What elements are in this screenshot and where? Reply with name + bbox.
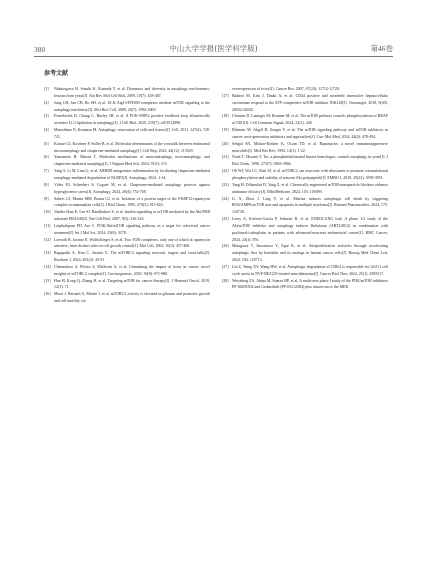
reference-number: [10] <box>44 209 51 215</box>
reference-number: [25] <box>222 216 229 222</box>
reference-text: Matagawa T, Sawazawa Y, Agui K, et al. Antiproliferative activities through accelerating autophagic flux by basidalin and its analogs in human cancer cells[J]. Bioorg Med Chem Lett, 2024, 104: 129713. <box>232 243 388 263</box>
reference-text: Sabers CJ, Martin MM, Brunn GJ, et al. Isolation of a protein target of the FKBP12-rapamycin complex in mammalian cells[J]. J Biol Chem, 1995, 270(2): 815-822. <box>54 195 210 208</box>
reference-number: [23] <box>222 181 229 187</box>
reference-item <box>222 264 388 278</box>
reference-text: Christen D, Lauinger M, Brunner M, et al. The mTOR pathway controls phosphorylation of BRAF at T401[J]. Cell Commun Signal, 2024, 22(1): 428. <box>232 113 388 126</box>
reference-text: overexpression of rictor[J]. Cancer Res, 2007, 67(24): 11712-11720. <box>232 86 340 91</box>
reference-item <box>222 243 388 264</box>
reference-item <box>222 278 388 292</box>
reference-item <box>44 237 210 251</box>
reference-number: [24] <box>222 195 229 201</box>
reference-item <box>44 127 210 141</box>
reference-number: [12] <box>44 236 51 242</box>
reference-text: Hua H, Kong Q, Zhang H, et al. Targeting mTOR for cancer therapy[J]. J Hematol Oncol, 2019, 12(1): 71. <box>54 277 210 290</box>
reference-item <box>44 113 210 127</box>
references-column-right <box>222 86 388 291</box>
reference-number: [27] <box>222 263 229 269</box>
reference-number: [1] <box>44 86 49 91</box>
reference-text: Krause GJ, Kirchner P, Stiller B, et al. Molecular determinants of the crosstalk between endosomal microautophagy and chaperone-mediated autophagy[J]. Cell Rep, 2023, 42(12): 113529. <box>54 140 210 153</box>
reference-text: Yang S, Li M, Lian G, et al. ABHD8 antagonizes inflammation by facilitating chaperone-mediated autophagy-mediated degradation of NLRP3[J]. Autophagy, 2024: 1-14. <box>54 168 210 180</box>
reference-number: [16] <box>44 291 51 297</box>
reference-text: Bilanner M, Akgül B, Zengin Y, et al. The mTOR signaling pathway and mTOR inhibitors in cancer: next-generation inhibitors and approaches[J]. Curr Mol Med, 2024, 24(4): 478-494. <box>232 127 388 139</box>
reference-item <box>44 168 210 182</box>
reference-item <box>44 154 210 168</box>
reference-number: [21] <box>222 154 229 160</box>
reference-text: Ragupathi A, Kim C, Jacinto E. The mTORC2 signaling network: targets and cross-talks[J]. Biochem J, 2024, 481(2): 45-91. <box>54 250 210 263</box>
reference-number: [7] <box>44 168 49 174</box>
reference-text: Lin Z, Wang XY, Wang HW, et al. Autophagic degradation of CDK4 is responsible for G0/G1 cell cycle arrest in NVP-BEZ235-treated neuroblastoma[J]. Cancer Biol Ther, 2024, 25(1): 2385517. <box>232 263 388 276</box>
reference-number: [20] <box>222 140 229 146</box>
reference-text: Oh WJ, Wu CC, Kim SJ, et al. mTORC2 can associate with ribosomes to promote cotranslational phosphorylation and stability of nascent Akt polypeptide[J]. EMBO J, 2010, 29(23): 3939-3951. <box>232 168 388 180</box>
reference-text: Leary A, Estévez-García P, Sabatier R, et al. ENDOLUNG trial. A phase 1/2 study of the Akt/mTOR inhibitor and autophagy inducer Ibrilatazar (ABTL0812) in combination with paclitaxel/carboplatin in patients with advanced/recurrent endometrial cancer[J]. BMC Cancer, 2024, 24(1): 876. <box>232 216 388 242</box>
reference-item <box>44 278 210 292</box>
reference-item <box>222 196 388 217</box>
reference-text: Vélez EJ, Schnebert S, Goguet M, et al. Chaperone-mediated autophagy protects against hyperglycemic stress[J]. Autophagy, 2024, 20(4): 752-768. <box>54 181 210 194</box>
running-header <box>34 42 393 54</box>
reference-number: [18] <box>222 113 229 119</box>
reference-number: [5] <box>44 140 49 146</box>
reference-text: Vander Haar E, Lee SI, Bandhakavi S, et al. Insulin signalling to mTOR mediated by the Akt/PKB substrate PRAS40[J]. Nat Cell Biol, 2007, 9(3): 316-323. <box>54 209 210 222</box>
page-number: 380 <box>34 45 46 54</box>
reference-number: [26] <box>222 243 229 249</box>
journal-title: 中山大学学报(医学科学版) <box>169 44 258 53</box>
reference-item <box>222 154 388 168</box>
reference-item <box>222 141 388 155</box>
reference-text: Li X, Zhou J, Ling Y, et al. Matrine induces autophagic cell death by triggering ROS/AMPK/mTOR axis and apoptosis in multiple myeloma[J]. Biomed Pharmacother, 2024, 175: 116738. <box>232 195 388 215</box>
reference-item <box>44 209 210 223</box>
header-rule <box>34 56 393 57</box>
reference-text: Cheuntakoo A, Pilotto S, Malficini A, et al. Unmasking the impact of rictor in cancer: novel insights of mTORC2 complex[J]. Carcinogenesis, 2018, 39(8): 971-980. <box>54 263 210 276</box>
reference-number: [11] <box>44 222 51 228</box>
reference-text: Loewith R, Jacinto E, Wullschleger S, et al. Two TOR complexes, only one of which is rapamycin sensitive, have distinct roles in cell growth control[J]. Mol Cell, 2002, 10(3): 457-468. <box>54 236 210 249</box>
references-column-left <box>44 86 210 305</box>
reference-number: [22] <box>222 168 229 174</box>
reference-item <box>44 100 210 114</box>
reference-text: Tang H, Dilimulati D, Yang Z, et al. Chemically engineered mTOR-nanoparticle blockers enhance antitumor efficacy[J]. EBioMedicine, 2024, 103: 105099. <box>232 181 388 194</box>
reference-number: [15] <box>44 277 51 283</box>
reference-item <box>44 86 210 100</box>
reference-item <box>222 182 388 196</box>
reference-number: [19] <box>222 127 229 133</box>
reference-number: [14] <box>44 263 51 269</box>
reference-item <box>44 250 210 264</box>
reference-number: [9] <box>44 195 49 201</box>
reference-item <box>222 93 388 114</box>
reference-item <box>222 216 388 243</box>
reference-item <box>222 86 388 93</box>
reference-number: [8] <box>44 181 49 187</box>
reference-text: Jung CH, Jun CB, Ro SH, et al. ULK-Atg13-FIP200 complexes mediate mTOR signaling to the autophagy machinery[J]. Mol Biol Cell, 2009, 20(7): 1992-2003. <box>54 99 210 112</box>
reference-item <box>222 168 388 182</box>
reference-text: Leiphrakpam PD, Are C. PI3K/Akt/mTOR signaling pathway as a target for colorectal cancer treatment[J]. Int J Mol Sci, 2024, 25(6): 3178. <box>54 222 210 235</box>
reference-number: [3] <box>44 113 49 119</box>
reference-text: Nakatogawa H, Suzuki K, Kamada Y, et al. Dynamics and diversity in autophagy mechanisms: lessons from yeast[J]. Nat Rev Mol Cell Biol, 2009, 10(7): 458-467. <box>54 86 210 98</box>
reference-number: [4] <box>44 127 49 133</box>
reference-text: Sehgal SN, Molnar-Kimber K, Ocain TD, et al. Rapamycin: a novel immunosuppressive macrolide[J]. Med Res Rev, 1994, 14(1): 1-22. <box>232 140 388 153</box>
reference-item <box>44 141 210 155</box>
reference-item <box>222 127 388 141</box>
reference-text: Masri J, Bernath A, Martin J, et al. mTORC2 activity is elevated in gliomas and promotes growth and cell motility via <box>54 291 210 304</box>
reference-text: Fenechiolla D, Chang C, Hurley JH, et al. A PUK-WIPI2 positive feedback loop allosterically activates LC3 lipidation in autophagy[J]. J Cell Biol, 2020, 219(7): e201912098. <box>54 113 210 126</box>
references-title: 参考文献 <box>44 70 69 77</box>
reference-text: Weissberg ZA, Abina M, Suarez HP, et al. A multi-arm phase I study of the PI3K/mTOR inhibitors PF-04691502 and Gedatolisib (PF-05212384) plus irinotecan or the MEK <box>232 277 388 290</box>
reference-text: Noda T, Ohsumi Y. Tor, a phosphatidylinositol kinase homologue, controls autophagy in yeast[J]. J Biol Chem, 1998, 273(7): 3963-3966. <box>232 154 388 167</box>
reference-text: Badawi M, Kim J, Dauki A, et al. CD44 positive and sorafenib insensitive hepatocellular carcinomas respond to the ATP-competitive mTOR inhibitor INK128[J]. Oncotarget, 2018, 9(40): 26032-26045. <box>232 92 388 112</box>
reference-item <box>44 223 210 237</box>
volume-label: 第46卷 <box>370 44 393 53</box>
reference-number: [2] <box>44 99 49 105</box>
reference-number: [17] <box>222 92 229 98</box>
reference-number: [28] <box>222 277 229 283</box>
reference-number: [6] <box>44 154 49 160</box>
reference-text: Yamamoto H, Matsui T. Molecular mechanisms of macroautophagy, microautophagy, and chaperone-mediated autophagy[J]. J Nippon Med Sch, 2024, 91(1): 2-9. <box>54 154 210 167</box>
reference-item <box>44 196 210 210</box>
reference-text: Mizushima N, Komatsu M. Autophagy: renovation of cells and tissues[J]. Cell, 2011, 147(4): 728-741. <box>54 127 210 139</box>
reference-item <box>44 291 210 305</box>
reference-item <box>44 264 210 278</box>
reference-number: [13] <box>44 250 51 256</box>
reference-item <box>44 182 210 196</box>
reference-item <box>222 113 388 127</box>
